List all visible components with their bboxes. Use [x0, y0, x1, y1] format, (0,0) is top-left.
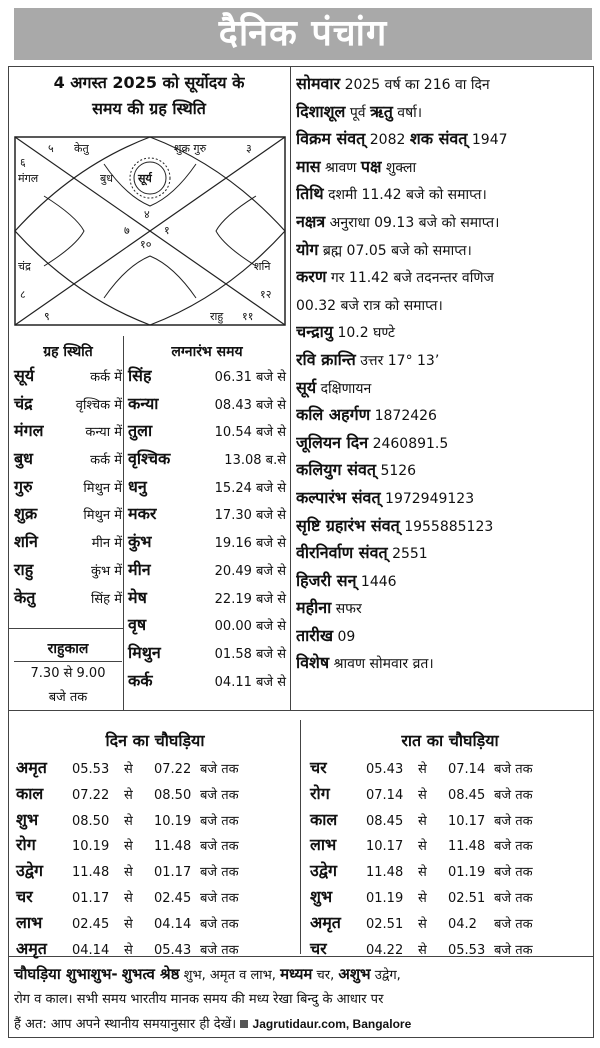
info-text: 2551: [392, 546, 428, 563]
chog-row: [310, 937, 590, 963]
house-8: ८: [20, 288, 26, 301]
lagna-rashi: सिंह: [128, 366, 152, 385]
chog-from: से: [418, 813, 427, 829]
chog-from: से: [124, 890, 133, 906]
chog-from: से: [418, 916, 427, 932]
graha-name: सूर्य: [14, 366, 35, 385]
info-text: अनुराधा 09.13 बजे को समाप्त।: [329, 214, 500, 231]
graha-name: शुक्र: [14, 504, 38, 524]
chog-name: रोग: [310, 783, 330, 803]
kundli-chart: [14, 136, 286, 326]
graha-title: ग्रह स्थिति: [43, 344, 93, 360]
left-heading-line-2: समय की ग्रह स्थिति: [92, 99, 206, 118]
chog-end: 01.17: [154, 865, 192, 881]
credit-square-icon: [240, 1020, 248, 1028]
chog-from: से: [418, 865, 427, 881]
night-choghadiya-title: रात का चौघड़िया: [401, 731, 499, 750]
info-text: 1947: [471, 132, 508, 149]
lagna-time: 22.19 बजे से: [214, 591, 286, 607]
info-text: शुक्ला: [385, 159, 417, 176]
house-11: ११: [242, 310, 254, 323]
footer-line-2: रोग व काल। सभी समय भारतीय मानक समय की मध्य रेखा बिन्दु के आधार पर: [14, 992, 384, 1007]
lagna-row: [128, 502, 286, 530]
info-line: [296, 649, 592, 677]
lagna-row: [128, 419, 286, 447]
rahukaal-time: 7.30 से 9.00: [30, 666, 106, 681]
chog-start: 10.17: [366, 839, 404, 855]
chog-from: से: [418, 839, 427, 855]
chog-end: 08.50: [154, 787, 192, 803]
info-line: [296, 429, 592, 457]
planet-budh: बुध: [100, 172, 114, 185]
chog-row: [310, 756, 590, 782]
planet-shukra-guru: शुक्र गुरु: [174, 142, 207, 155]
info-text: गर 11.42 बजे तदनन्तर वणिज: [330, 270, 494, 287]
lagna-row: [128, 669, 286, 697]
info-label: कलियुग संवत्: [296, 460, 376, 480]
chog-start: 07.14: [366, 787, 404, 803]
chog-end: 10.19: [154, 813, 192, 829]
graha-rashi: सिंह में: [91, 591, 122, 607]
chog-start: 05.43: [366, 762, 404, 777]
lagna-time: 04.11 बजे से: [214, 674, 286, 690]
info-text: ब्रह्म 07.05 बजे को समाप्त।: [322, 242, 472, 259]
lagna-row: [128, 558, 286, 586]
chog-name: अमृत: [16, 758, 47, 777]
info-line: [296, 318, 592, 346]
chog-end: 02.45: [154, 890, 192, 906]
info-text: 5126: [380, 463, 417, 480]
chog-name: चर: [310, 938, 327, 958]
info-line: [296, 512, 592, 540]
info-text: दशमी 11.42 बजे को समाप्त।: [328, 187, 487, 204]
info-text: वर्षा।: [397, 104, 423, 121]
chog-end: 10.17: [448, 813, 486, 829]
chog-name: अमृत: [16, 938, 47, 958]
planet-rahu: राहु: [210, 310, 224, 323]
graha-name: केतु: [14, 587, 36, 607]
chog-to: बजे तक: [200, 787, 239, 803]
chog-row: [16, 885, 294, 911]
lagna-rashi: मीन: [128, 559, 151, 579]
chog-to: बजे तक: [200, 762, 239, 777]
graha-row: [14, 392, 122, 420]
chog-name: शुभ: [310, 886, 333, 906]
footer-best-label: शुभत्व श्रेष्ठ: [121, 965, 180, 983]
lagna-rashi: कुंभ: [128, 532, 152, 552]
chog-from: से: [124, 762, 133, 777]
info-line: [296, 567, 592, 595]
info-label: कलि अहर्गण: [296, 405, 371, 425]
lagna-rashi: कन्या: [128, 393, 159, 413]
planet-mangal: मंगल: [18, 172, 39, 185]
chog-name: चर: [16, 886, 33, 906]
info-line: [296, 622, 592, 650]
info-text: दक्षिणायन: [320, 380, 372, 397]
chog-end: 07.22: [154, 762, 192, 777]
graha-rashi: कुंभ में: [90, 563, 122, 579]
chog-from: से: [418, 787, 427, 803]
panchang-info: [296, 70, 592, 677]
info-label: शक संवत्: [409, 129, 468, 149]
graha-lagna-divider: [123, 336, 124, 710]
info-label: विशेष: [296, 653, 330, 673]
graha-name: गुरु: [14, 476, 33, 496]
chog-end: 11.48: [154, 839, 192, 855]
chog-to: बजे तक: [494, 813, 533, 829]
kundli-svg: [14, 136, 286, 326]
chog-start: 10.19: [72, 839, 110, 855]
chog-row: [16, 782, 294, 808]
graha-sthiti-table: [14, 340, 122, 613]
lagna-time: 19.16 बजे से: [214, 536, 286, 552]
info-label: तारीख: [296, 625, 334, 645]
lagna-row: [128, 613, 286, 641]
lagnarambh-table: [128, 340, 286, 696]
info-line: [296, 594, 592, 622]
chog-start: 04.14: [72, 942, 110, 958]
graha-row: [14, 502, 122, 530]
info-label: चन्द्रायु: [296, 322, 334, 342]
info-label: योग: [296, 239, 319, 259]
chog-to: बजे तक: [200, 942, 239, 958]
footer-best: शुभ, अमृत व लाभ,: [183, 968, 276, 983]
info-label: करण: [296, 267, 327, 287]
chog-from: से: [124, 813, 133, 829]
chog-to: बजे तक: [494, 839, 533, 855]
chog-end: 05.53: [448, 942, 486, 958]
chog-row: [16, 756, 294, 782]
lagna-time: 01.58 बजे से: [214, 646, 286, 662]
column-divider: [290, 66, 291, 710]
chog-end: 08.45: [448, 787, 486, 803]
info-line: [296, 236, 592, 264]
lagna-row: [128, 586, 286, 614]
house-6: ६: [20, 156, 26, 169]
info-label: जूलियन दिन: [296, 432, 369, 452]
lagna-rashi: वृश्चिक: [128, 449, 171, 469]
chog-row: [16, 937, 294, 963]
info-text: 1972949123: [385, 490, 475, 507]
chog-to: बजे तक: [494, 916, 533, 932]
info-text: 1955885123: [404, 518, 494, 535]
left-heading-line-1: 4 अगस्त 2025 को सूर्योदय के: [53, 73, 245, 92]
graha-rashi: मिथुन में: [83, 480, 122, 496]
chog-from: से: [124, 942, 133, 958]
chog-row: [310, 782, 590, 808]
footer-mid-label: मध्यम: [280, 965, 313, 983]
info-label: विक्रम संवत्: [296, 129, 366, 149]
info-label: मास: [296, 156, 321, 176]
planet-surya: सूर्य: [138, 172, 152, 185]
chog-row: [16, 808, 294, 834]
lagna-rashi: तुला: [128, 421, 153, 441]
lagna-rashi: मेष: [128, 587, 147, 607]
chog-name: काल: [16, 783, 44, 803]
chog-end: 01.19: [448, 865, 486, 881]
lagna-row: [128, 364, 286, 392]
info-line: [296, 180, 592, 208]
info-text: 2082: [369, 132, 406, 149]
info-line: [296, 539, 592, 567]
lagna-rashi: वृष: [128, 615, 147, 635]
lagna-title: लग्नारंभ समय: [171, 344, 243, 360]
chog-name: लाभ: [310, 835, 337, 855]
house-12: १२: [260, 288, 272, 301]
graha-name: मंगल: [14, 421, 44, 441]
info-label: महीना: [296, 598, 332, 618]
info-label: रवि क्रान्ति: [296, 349, 356, 369]
lagna-time: 17.30 बजे से: [214, 508, 286, 524]
info-label: हिजरी सन्: [296, 570, 357, 590]
info-label: ऋतु: [370, 101, 393, 121]
lagna-row: [128, 530, 286, 558]
info-text: श्रावण: [324, 159, 357, 176]
graha-row: [14, 530, 122, 558]
chog-name: काल: [310, 809, 338, 829]
chog-start: 08.50: [72, 813, 110, 829]
lagna-time: 06.31 बजे से: [214, 370, 286, 385]
lagna-row: [128, 475, 286, 503]
lagna-rashi: धनु: [128, 476, 147, 496]
planet-shani: शनि: [254, 260, 271, 273]
footer-bad-label: अशुभ: [338, 965, 371, 983]
chog-name: उद्वेग: [310, 861, 337, 881]
lagna-time: 20.49 बजे से: [214, 563, 286, 579]
chog-name: उद्वेग: [16, 861, 43, 881]
info-text: उत्तर 17° 13’: [360, 352, 440, 369]
info-text: 10.2 घण्टे: [337, 325, 395, 342]
info-line: [296, 208, 592, 236]
graha-name: शनि: [14, 532, 38, 552]
graha-row: [14, 419, 122, 447]
info-line: [296, 484, 592, 512]
house-7: ७: [124, 224, 130, 237]
chog-name: अमृत: [310, 912, 341, 932]
info-line: [296, 374, 592, 402]
chog-row: [16, 833, 294, 859]
planet-ketu: केतु: [74, 142, 89, 155]
chog-from: से: [418, 762, 427, 777]
footer-line-3-text: हैं अत: आप अपने स्थानीय समयानुसार ही देखें।: [14, 1017, 237, 1032]
chog-row: [310, 808, 590, 834]
chog-end: 02.51: [448, 890, 486, 906]
lagna-rashi: मकर: [128, 504, 157, 524]
graha-rashi: मिथुन में: [83, 508, 122, 524]
info-label: सोमवार: [296, 74, 341, 93]
info-text: पूर्व: [349, 104, 366, 121]
chog-end: 07.14: [448, 762, 486, 777]
left-heading: [14, 70, 284, 122]
chog-start: 07.22: [72, 787, 110, 803]
lagna-time: 13.08 ब.से: [224, 453, 286, 469]
chog-start: 01.19: [366, 890, 404, 906]
chog-to: बजे तक: [494, 942, 533, 958]
info-line: [296, 125, 592, 153]
graha-name: बुध: [14, 449, 33, 469]
house-9: ९: [44, 310, 50, 323]
info-line: [296, 153, 592, 181]
info-line: [296, 70, 592, 98]
chog-to: बजे तक: [494, 787, 533, 803]
chog-name: शुभ: [16, 809, 39, 829]
rahukaal-suffix: बजे तक: [48, 690, 88, 705]
chog-to: बजे तक: [200, 916, 239, 932]
graha-row: [14, 475, 122, 503]
graha-row: [14, 586, 122, 614]
footer-mid: चर,: [316, 968, 335, 983]
footer-bad: उद्वेग,: [374, 968, 401, 983]
info-text: श्रावण सोमवार व्रत।: [333, 656, 434, 673]
info-text: 00.32 बजे रात्र को समाप्त।: [296, 297, 443, 314]
chog-end: 04.2: [448, 916, 477, 932]
chog-name: रोग: [16, 835, 36, 855]
chog-to: बजे तक: [200, 813, 239, 829]
chog-from: से: [124, 865, 133, 881]
graha-rashi: वृश्चिक में: [75, 397, 122, 413]
house-5: ५: [48, 142, 54, 155]
lagna-time: 08.43 बजे से: [214, 397, 286, 413]
graha-rashi: कर्क में: [90, 370, 122, 385]
chog-from: से: [124, 839, 133, 855]
night-choghadiya: [310, 726, 590, 962]
graha-rashi: मीन में: [91, 536, 122, 552]
graha-name: चंद्र: [14, 393, 33, 413]
lagna-row: [128, 447, 286, 475]
chog-start: 01.17: [72, 890, 110, 906]
rahukaal-box: [14, 636, 122, 710]
info-label: दिशाशूल: [296, 101, 346, 121]
info-label: वीरनिर्वाण संवत्: [296, 543, 388, 563]
chog-end: 05.43: [154, 942, 192, 958]
chog-from: से: [418, 942, 427, 958]
lagna-time: 10.54 बजे से: [214, 425, 286, 441]
chog-row: [16, 859, 294, 885]
info-label: नक्षत्र: [296, 211, 326, 231]
info-text: 09: [337, 628, 356, 645]
rahukaal-title: राहुकाल: [14, 636, 122, 662]
house-4: ४: [144, 208, 150, 221]
day-choghadiya: [16, 726, 294, 962]
info-line: [296, 346, 592, 374]
source-credit: Jagrutidaur.com, Bangalore: [252, 1017, 412, 1031]
info-label: सृष्टि ग्रहारंभ संवत्: [296, 515, 400, 535]
lagna-rashi: कर्क: [128, 670, 153, 690]
info-line: [296, 263, 592, 291]
chog-start: 02.51: [366, 916, 404, 932]
chog-start: 11.48: [366, 865, 404, 881]
footer-label: चौघड़िया शुभाशुभ-: [14, 965, 118, 983]
graha-row: [14, 447, 122, 475]
lagna-rashi: मिथुन: [128, 642, 161, 662]
chog-end: 11.48: [448, 839, 486, 855]
info-text: 2025 वर्ष का 216 वा दिन: [344, 77, 490, 93]
graha-rashi: कन्या में: [85, 425, 122, 441]
chog-name: चर: [310, 758, 327, 777]
chog-to: बजे तक: [200, 890, 239, 906]
chog-to: बजे तक: [494, 890, 533, 906]
chog-to: बजे तक: [200, 839, 239, 855]
chog-name: लाभ: [16, 912, 43, 932]
lagna-row: [128, 392, 286, 420]
chog-from: से: [124, 916, 133, 932]
page-title: दैनिक पंचांग: [14, 8, 592, 60]
house-10: १०: [140, 238, 152, 251]
chog-end: 04.14: [154, 916, 192, 932]
info-text: 1446: [360, 573, 397, 590]
footer-note: [14, 962, 592, 1037]
chog-from: से: [418, 890, 427, 906]
chog-row: [310, 885, 590, 911]
rahukaal-divider: [8, 628, 123, 629]
info-line: [296, 401, 592, 429]
info-line: [296, 456, 592, 484]
chog-start: 05.53: [72, 762, 110, 777]
choghadiya-column-divider: [300, 720, 301, 954]
info-label: तिथि: [296, 184, 324, 204]
lagna-time: 15.24 बजे से: [214, 480, 286, 496]
graha-name: राहु: [14, 559, 34, 579]
lagna-row: [128, 641, 286, 669]
chog-from: से: [124, 787, 133, 803]
chog-to: बजे तक: [494, 865, 533, 881]
chog-start: 02.45: [72, 916, 110, 932]
info-line: [296, 98, 592, 126]
info-text: 1872426: [374, 408, 437, 425]
info-label: सूर्य: [296, 377, 317, 397]
lagna-time: 00.00 बजे से: [214, 619, 286, 635]
chog-start: 04.22: [366, 942, 404, 958]
chog-row: [16, 911, 294, 937]
house-3: ३: [246, 142, 252, 155]
day-choghadiya-title: दिन का चौघड़िया: [105, 731, 205, 750]
chog-row: [310, 911, 590, 937]
chog-row: [310, 859, 590, 885]
planet-chandra: चंद्र: [18, 260, 31, 273]
choghadiya-divider: [8, 710, 594, 711]
info-text: 2460891.5: [372, 435, 449, 452]
chog-start: 11.48: [72, 865, 110, 881]
chog-row: [310, 833, 590, 859]
info-label: कल्पारंभ संवत्: [296, 487, 381, 507]
graha-row: [14, 364, 122, 392]
info-text: सफर: [335, 601, 362, 618]
chog-to: बजे तक: [494, 762, 533, 777]
footer-line-3: [14, 1012, 592, 1037]
chog-to: बजे तक: [200, 865, 239, 881]
info-label: पक्ष: [360, 156, 382, 176]
footer-line-1: [14, 962, 592, 988]
chog-start: 08.45: [366, 813, 404, 829]
info-line: [296, 291, 592, 319]
graha-row: [14, 558, 122, 586]
house-1: १: [164, 224, 170, 237]
graha-rashi: कर्क में: [90, 453, 122, 469]
